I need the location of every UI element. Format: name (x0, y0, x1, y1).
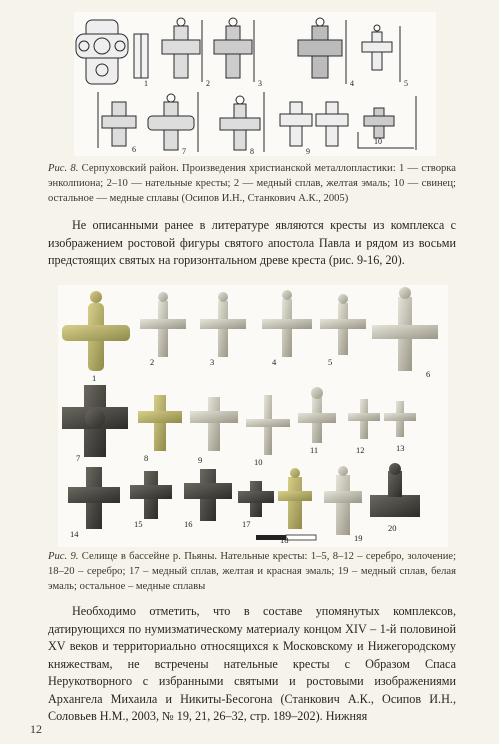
figure-9-cross-6 (372, 287, 438, 371)
figure-8-item-3 (214, 18, 252, 78)
figure-9-image (58, 285, 448, 547)
figure-9-label: 16 (184, 519, 193, 529)
figure-9-cross-2 (140, 292, 186, 357)
figure-8-label: 1 (144, 79, 148, 88)
paragraph-2: Необходимо отметить, что в составе упомянутых комплексов, датирующихся по нумизматическому материалу концом XIV – 1-й половиной XV веков и территориально относящихся к Московскому и Нижегородскому княжествам, не встречены нательные кресты с Образом Спаса Нерукотворного с избранными святыми и ростовыми изображениями Архангела Михаила и Никиты-Бесогона (Станкович А.К., Осипов И.Н., Соловьев Н.М., 2003, № 19, 21, 26–32, стр. 189–202). Нижняя (48, 604, 456, 723)
figure-8-item-6 (98, 92, 136, 148)
figure-9-label: 15 (134, 519, 143, 529)
figure-9-label: 2 (150, 357, 155, 367)
figure-8-label: 9 (306, 147, 310, 156)
figure-9-label: 8 (144, 453, 149, 463)
figure-9-label: 14 (70, 529, 79, 539)
figure-8-caption (48, 161, 456, 206)
figure-8-label: 4 (350, 79, 354, 88)
figure-9-label: 7 (76, 453, 81, 463)
figure-8-item-1 (76, 20, 128, 84)
figure-9-cross-11 (298, 387, 336, 443)
figure-9-cross-18 (278, 468, 312, 529)
figure-8-item-7 (148, 94, 194, 150)
figure-8-label: 10 (374, 137, 382, 146)
figure-9-label: 6 (426, 369, 431, 379)
figure-8-caption-text: Серпуховский район. Произведения христианской металлопластики: 1 — створка энколпиона; 2–10 — нательные кресты; 2 — медный сплав, желтая эмаль; 10 — свинец; остальное — медные сплавы (Осипов И.Н., Станкович А.К., 2005) (48, 163, 456, 204)
figure-8-item-5 (362, 25, 392, 70)
figure-9-label: 10 (254, 457, 263, 467)
figure-9-label: 1 (92, 373, 97, 383)
figure-9-photo (58, 285, 448, 547)
figure-9-cross-15 (130, 471, 172, 519)
figure-9-cross-12 (348, 399, 380, 439)
figure-9-label: 3 (210, 357, 215, 367)
figure-9-cross-17 (238, 481, 274, 517)
figure-9-cross-20 (370, 463, 420, 517)
figure-9-cross-14 (68, 467, 120, 529)
figure-9-cross-3 (200, 292, 246, 357)
figure-9-cross-19 (324, 466, 362, 535)
figure-9-caption-text: Селище в бассейне р. Пьяны. Нательные кресты: 1–5, 8–12 – серебро, золочение; 18–20 – серебро; 17 – медный сплав, желтая и красная эмаль; 19 – медный сплав, белая эмаль; остальное – медные сплавы (48, 551, 457, 592)
figure-9-caption (48, 549, 456, 594)
figure-9-label: 19 (354, 533, 363, 543)
figure-8-label: 5 (404, 79, 408, 88)
figure-9-label: 11 (310, 445, 319, 455)
figure-9-caption-label: Рис. 9. (48, 551, 79, 562)
figure-8-item-10 (358, 108, 414, 148)
figure-9-label: 17 (242, 519, 251, 529)
figure-9-label: 13 (396, 443, 405, 453)
figure-8-label: 8 (250, 147, 254, 156)
figure-8-caption-label: Рис. 8. (48, 163, 79, 174)
figure-9-cross-8 (138, 395, 182, 451)
figure-9-cross-9 (190, 397, 238, 451)
figure-8-label: 6 (132, 145, 136, 154)
figure-8-item-4 (298, 18, 342, 78)
figure-9-label: 4 (272, 357, 277, 367)
figure-9-cross-10 (246, 395, 290, 455)
figure-8-label: 7 (182, 147, 186, 156)
paragraph-1: Не описанными ранее в литературе являются кресты из комплекса с изображением ростовой фигуры святого апостола Павла и рядом из восьми предстоящих святых на горизонтальном древе креста (рис. 9-16, 20). (48, 218, 456, 267)
figure-8-item-8 (220, 96, 260, 150)
figure-9-cross-4 (262, 290, 312, 357)
figure-9-cross-7 (62, 385, 128, 457)
figure-9-label: 20 (388, 523, 397, 533)
figure-9-label: 5 (328, 357, 333, 367)
figure-8-label: 3 (258, 79, 262, 88)
figure-8-item-1b (134, 34, 148, 78)
figure-9-cross-13 (384, 401, 416, 437)
figure-8-item-9b (316, 102, 348, 146)
figure-9-cross-16 (184, 469, 232, 521)
figure-9-label: 9 (198, 455, 203, 465)
figure-9-cross-5 (320, 294, 366, 355)
figure-8-label: 2 (206, 79, 210, 88)
page-number: 12 (30, 722, 42, 736)
figure-9-label: 12 (356, 445, 365, 455)
figure-8-image (74, 12, 436, 156)
figure-8-item-9 (280, 102, 312, 146)
figure-8-item-2 (162, 18, 200, 78)
figure-8-drawing (74, 12, 436, 156)
figure-9-cross-1 (62, 291, 130, 371)
figure-9-label: 18 (280, 535, 289, 545)
